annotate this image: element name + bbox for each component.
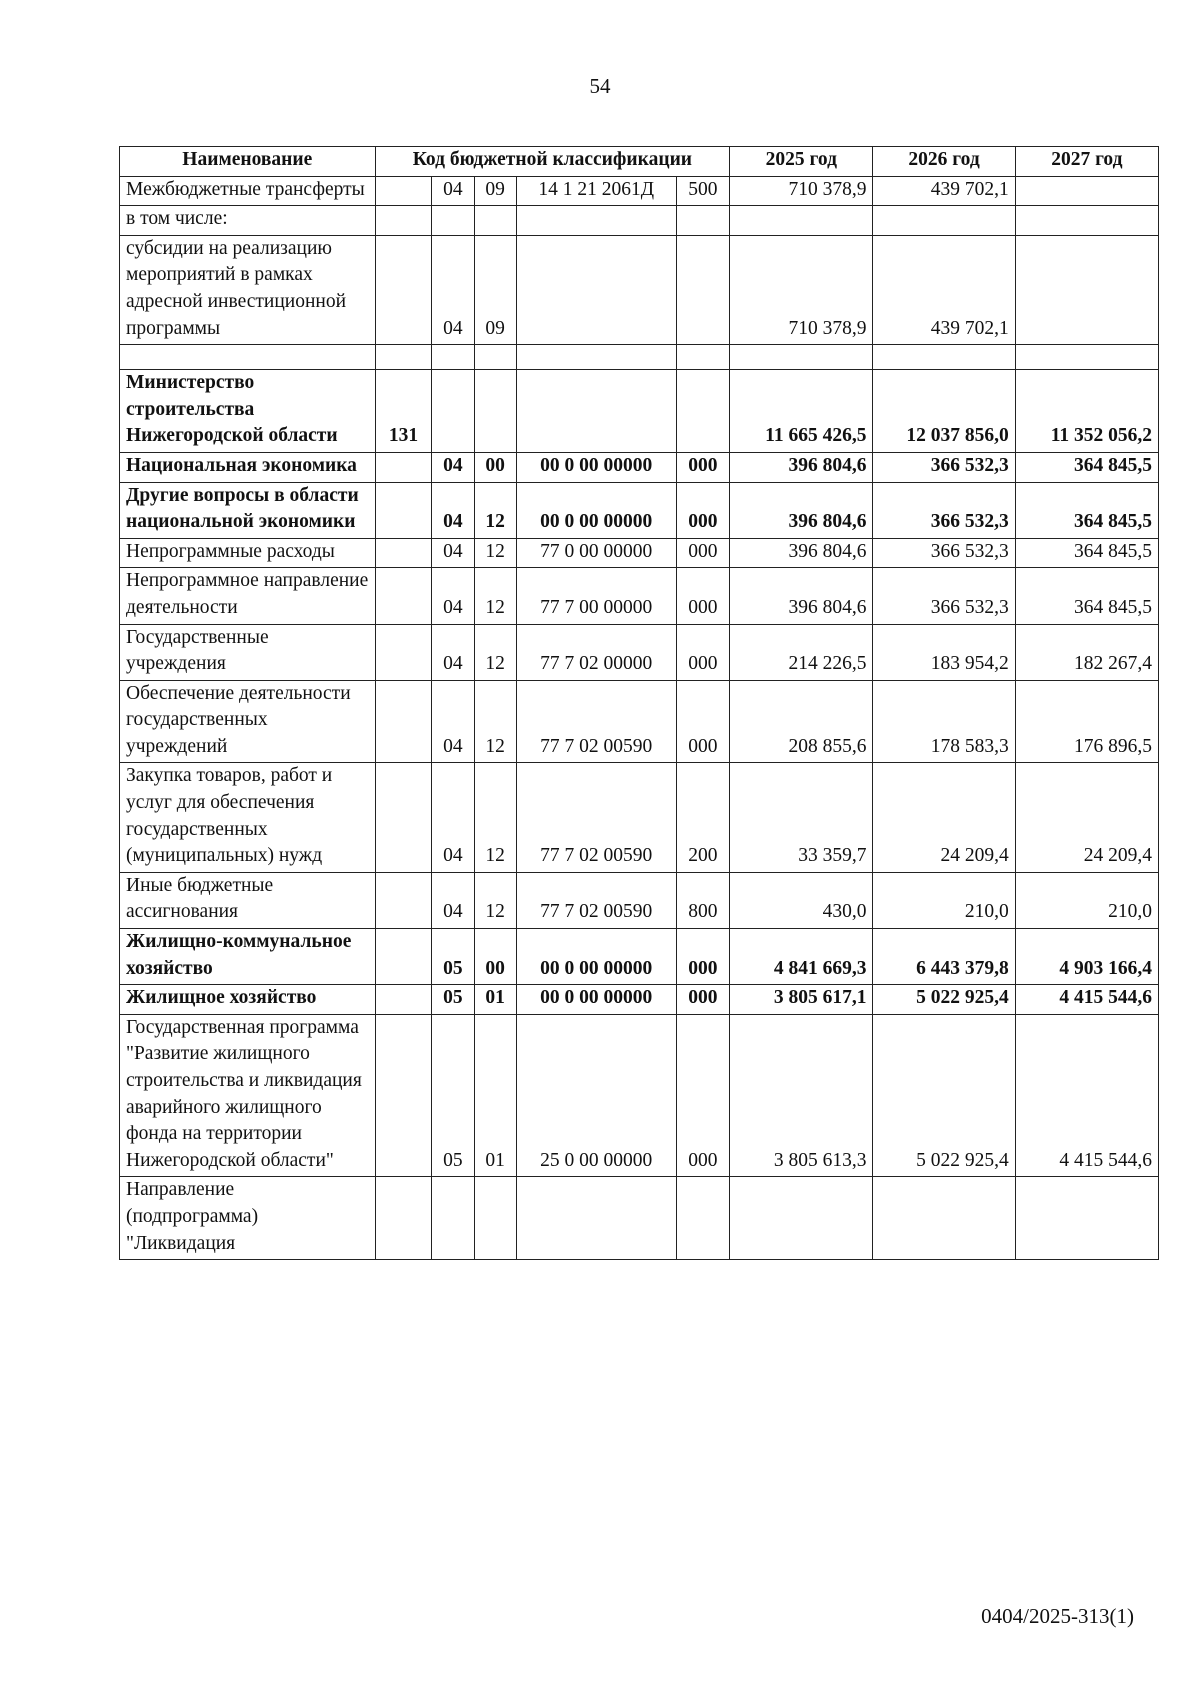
cell-name: Иные бюджетные ассигнования xyxy=(120,872,376,928)
cell-2026: 366 532,3 xyxy=(873,482,1015,538)
cell-2025 xyxy=(730,345,873,370)
cell-2025: 214 226,5 xyxy=(730,624,873,680)
cell-2026 xyxy=(873,1177,1015,1260)
cell-subsection: 09 xyxy=(474,176,516,206)
cell-expense-type: 000 xyxy=(676,929,730,985)
cell-section xyxy=(432,370,474,453)
table-row xyxy=(120,176,1159,206)
cell-subsection: 12 xyxy=(474,872,516,928)
cell-grbs xyxy=(375,482,432,538)
cell-subsection: 12 xyxy=(474,680,516,763)
cell-expense-type xyxy=(676,345,730,370)
cell-2026: 210,0 xyxy=(873,872,1015,928)
table-row xyxy=(120,985,1159,1015)
cell-2026: 178 583,3 xyxy=(873,680,1015,763)
cell-2025: 208 855,6 xyxy=(730,680,873,763)
cell-2026: 439 702,1 xyxy=(873,176,1015,206)
cell-expense-type: 000 xyxy=(676,482,730,538)
cell-2025: 3 805 617,1 xyxy=(730,985,873,1015)
table-row xyxy=(120,452,1159,482)
cell-expense-type: 000 xyxy=(676,568,730,624)
cell-grbs xyxy=(375,1014,432,1177)
cell-name xyxy=(120,345,376,370)
cell-2025: 11 665 426,5 xyxy=(730,370,873,453)
cell-section xyxy=(432,1177,474,1260)
cell-subsection: 09 xyxy=(474,235,516,344)
table-row xyxy=(120,370,1159,453)
cell-subsection xyxy=(474,370,516,453)
cell-2027: 4 903 166,4 xyxy=(1015,929,1158,985)
table-row xyxy=(120,872,1159,928)
cell-subsection: 12 xyxy=(474,538,516,568)
cell-expense-type: 000 xyxy=(676,1014,730,1177)
cell-name: субсидии на реализацию мероприятий в рамках адресной инвестиционной программы xyxy=(120,235,376,344)
cell-subsection xyxy=(474,345,516,370)
header-2027: 2027 год xyxy=(1015,147,1158,177)
cell-section: 05 xyxy=(432,929,474,985)
cell-2025 xyxy=(730,206,873,236)
header-code: Код бюджетной классификации xyxy=(375,147,730,177)
cell-2027 xyxy=(1015,345,1158,370)
cell-2027: 4 415 544,6 xyxy=(1015,1014,1158,1177)
cell-2026 xyxy=(873,206,1015,236)
cell-2025: 4 841 669,3 xyxy=(730,929,873,985)
table-row xyxy=(120,235,1159,344)
budget-table xyxy=(119,146,1159,1260)
cell-2027: 176 896,5 xyxy=(1015,680,1158,763)
cell-target-article xyxy=(516,206,676,236)
table-row xyxy=(120,763,1159,872)
cell-2025: 396 804,6 xyxy=(730,452,873,482)
cell-subsection: 12 xyxy=(474,763,516,872)
cell-expense-type: 000 xyxy=(676,452,730,482)
cell-2025: 430,0 xyxy=(730,872,873,928)
cell-2027: 364 845,5 xyxy=(1015,482,1158,538)
cell-subsection: 12 xyxy=(474,482,516,538)
cell-grbs xyxy=(375,624,432,680)
cell-section: 05 xyxy=(432,1014,474,1177)
cell-2026: 5 022 925,4 xyxy=(873,985,1015,1015)
cell-grbs xyxy=(375,763,432,872)
cell-target-article: 14 1 21 2061Д xyxy=(516,176,676,206)
cell-grbs xyxy=(375,206,432,236)
cell-target-article xyxy=(516,345,676,370)
table-row xyxy=(120,1177,1159,1260)
table-row xyxy=(120,345,1159,370)
cell-2026: 12 037 856,0 xyxy=(873,370,1015,453)
cell-target-article: 00 0 00 00000 xyxy=(516,929,676,985)
cell-2026 xyxy=(873,345,1015,370)
cell-expense-type: 000 xyxy=(676,985,730,1015)
cell-grbs xyxy=(375,985,432,1015)
cell-grbs xyxy=(375,235,432,344)
cell-expense-type: 800 xyxy=(676,872,730,928)
cell-2025: 396 804,6 xyxy=(730,568,873,624)
cell-2027 xyxy=(1015,1177,1158,1260)
cell-section: 04 xyxy=(432,568,474,624)
cell-2026: 5 022 925,4 xyxy=(873,1014,1015,1177)
cell-2026: 366 532,3 xyxy=(873,568,1015,624)
cell-grbs xyxy=(375,345,432,370)
cell-target-article: 00 0 00 00000 xyxy=(516,985,676,1015)
cell-subsection: 12 xyxy=(474,568,516,624)
cell-2027: 24 209,4 xyxy=(1015,763,1158,872)
cell-section: 04 xyxy=(432,538,474,568)
cell-name: Национальная экономика xyxy=(120,452,376,482)
cell-2025: 396 804,6 xyxy=(730,538,873,568)
cell-2025: 710 378,9 xyxy=(730,176,873,206)
cell-target-article: 00 0 00 00000 xyxy=(516,482,676,538)
cell-section: 04 xyxy=(432,680,474,763)
cell-2025: 3 805 613,3 xyxy=(730,1014,873,1177)
cell-target-article: 77 7 02 00590 xyxy=(516,680,676,763)
cell-expense-type: 000 xyxy=(676,538,730,568)
cell-name: Непрограммное направление деятельности xyxy=(120,568,376,624)
cell-subsection: 01 xyxy=(474,1014,516,1177)
cell-name: Государственные учреждения xyxy=(120,624,376,680)
cell-2026: 6 443 379,8 xyxy=(873,929,1015,985)
cell-subsection xyxy=(474,1177,516,1260)
cell-section: 05 xyxy=(432,985,474,1015)
cell-grbs: 131 xyxy=(375,370,432,453)
table-body xyxy=(120,176,1159,1260)
cell-expense-type: 200 xyxy=(676,763,730,872)
cell-grbs xyxy=(375,680,432,763)
cell-subsection: 00 xyxy=(474,452,516,482)
table-header-row xyxy=(120,147,1159,177)
cell-grbs xyxy=(375,872,432,928)
table-row xyxy=(120,624,1159,680)
cell-2027 xyxy=(1015,206,1158,236)
cell-subsection: 12 xyxy=(474,624,516,680)
table-row xyxy=(120,680,1159,763)
table-row xyxy=(120,568,1159,624)
header-name: Наименование xyxy=(120,147,376,177)
cell-section xyxy=(432,345,474,370)
document-code: 0404/2025-313(1) xyxy=(981,1604,1134,1628)
cell-target-article: 77 0 00 00000 xyxy=(516,538,676,568)
cell-2027: 4 415 544,6 xyxy=(1015,985,1158,1015)
cell-2025: 396 804,6 xyxy=(730,482,873,538)
cell-2026: 24 209,4 xyxy=(873,763,1015,872)
cell-grbs xyxy=(375,929,432,985)
cell-name: Другие вопросы в области национальной экономики xyxy=(120,482,376,538)
cell-section: 04 xyxy=(432,763,474,872)
cell-name: Межбюджетные трансферты xyxy=(120,176,376,206)
cell-2026: 183 954,2 xyxy=(873,624,1015,680)
cell-grbs xyxy=(375,452,432,482)
cell-section: 04 xyxy=(432,235,474,344)
cell-2026: 439 702,1 xyxy=(873,235,1015,344)
cell-expense-type: 500 xyxy=(676,176,730,206)
cell-target-article: 77 7 02 00590 xyxy=(516,763,676,872)
cell-expense-type: 000 xyxy=(676,680,730,763)
cell-expense-type xyxy=(676,370,730,453)
cell-target-article: 77 7 00 00000 xyxy=(516,568,676,624)
cell-name: Жилищное хозяйство xyxy=(120,985,376,1015)
header-2026: 2026 год xyxy=(873,147,1015,177)
table-row xyxy=(120,929,1159,985)
cell-name: в том числе: xyxy=(120,206,376,236)
cell-grbs xyxy=(375,1177,432,1260)
cell-2025 xyxy=(730,1177,873,1260)
cell-2026: 366 532,3 xyxy=(873,452,1015,482)
cell-2027: 364 845,5 xyxy=(1015,568,1158,624)
cell-section: 04 xyxy=(432,176,474,206)
table-row xyxy=(120,538,1159,568)
cell-section xyxy=(432,206,474,236)
page-number: 54 xyxy=(589,74,611,98)
cell-name: Государственная программа "Развитие жилищного строительства и ликвидация аварийного жилищного фонда на территории Нижегородской области" xyxy=(120,1014,376,1177)
header-2025: 2025 год xyxy=(730,147,873,177)
cell-section: 04 xyxy=(432,482,474,538)
cell-name: Обеспечение деятельности государственных учреждений xyxy=(120,680,376,763)
cell-name: Закупка товаров, работ и услуг для обеспечения государственных (муниципальных) нужд xyxy=(120,763,376,872)
cell-target-article: 77 7 02 00590 xyxy=(516,872,676,928)
cell-expense-type xyxy=(676,1177,730,1260)
cell-2027: 182 267,4 xyxy=(1015,624,1158,680)
cell-2027 xyxy=(1015,176,1158,206)
cell-target-article: 00 0 00 00000 xyxy=(516,452,676,482)
cell-name: Жилищно-коммунальное хозяйство xyxy=(120,929,376,985)
cell-subsection: 00 xyxy=(474,929,516,985)
table-row xyxy=(120,1014,1159,1177)
cell-target-article xyxy=(516,1177,676,1260)
cell-target-article xyxy=(516,370,676,453)
cell-subsection xyxy=(474,206,516,236)
cell-2027: 210,0 xyxy=(1015,872,1158,928)
cell-section: 04 xyxy=(432,452,474,482)
cell-2025: 710 378,9 xyxy=(730,235,873,344)
cell-subsection: 01 xyxy=(474,985,516,1015)
cell-section: 04 xyxy=(432,624,474,680)
cell-2027: 364 845,5 xyxy=(1015,452,1158,482)
cell-2027: 364 845,5 xyxy=(1015,538,1158,568)
cell-2025: 33 359,7 xyxy=(730,763,873,872)
cell-target-article: 77 7 02 00000 xyxy=(516,624,676,680)
cell-grbs xyxy=(375,538,432,568)
cell-2026: 366 532,3 xyxy=(873,538,1015,568)
cell-section: 04 xyxy=(432,872,474,928)
cell-expense-type xyxy=(676,235,730,344)
cell-grbs xyxy=(375,568,432,624)
cell-2027: 11 352 056,2 xyxy=(1015,370,1158,453)
cell-2027 xyxy=(1015,235,1158,344)
table-row xyxy=(120,206,1159,236)
cell-expense-type xyxy=(676,206,730,236)
cell-expense-type: 000 xyxy=(676,624,730,680)
cell-name: Непрограммные расходы xyxy=(120,538,376,568)
cell-name: Министерство строительства Нижегородской области xyxy=(120,370,376,453)
table-row xyxy=(120,482,1159,538)
cell-grbs xyxy=(375,176,432,206)
cell-target-article xyxy=(516,235,676,344)
cell-target-article: 25 0 00 00000 xyxy=(516,1014,676,1177)
cell-name: Направление (подпрограмма) "Ликвидация xyxy=(120,1177,376,1260)
